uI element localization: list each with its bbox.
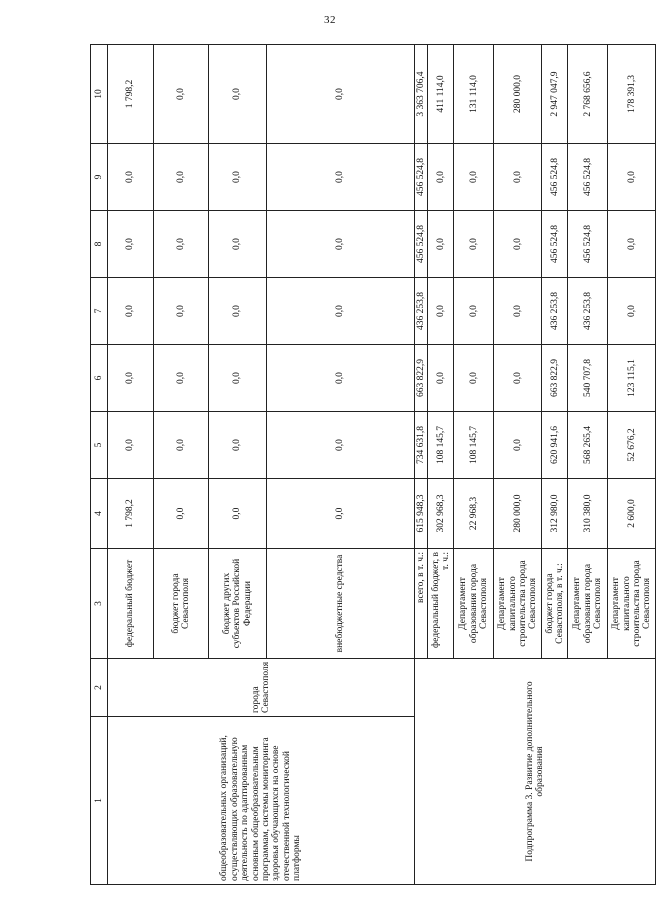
value-cell: 456 524,8 [415,211,428,278]
value-cell: 0,0 [608,144,656,211]
value-cell: 456 524,8 [542,211,568,278]
column-number: 5 [91,412,108,479]
value-cell: 436 253,8 [568,278,608,345]
table-row [415,45,428,885]
value-cell: 0,0 [209,211,267,278]
value-cell: 3 363 706,4 [415,45,428,144]
value-cell: 0,0 [267,412,415,479]
value-cell: 0,0 [428,144,454,211]
column-number: 4 [91,479,108,549]
value-cell: 0,0 [494,345,542,412]
value-cell: 0,0 [154,345,209,412]
funding-source-cell: Департамент капитального строительства города Севастополя [494,549,542,659]
value-cell: 0,0 [154,144,209,211]
value-cell: 2 600,0 [608,479,656,549]
value-cell: 0,0 [428,278,454,345]
value-cell: 0,0 [154,45,209,144]
column-number: 6 [91,345,108,412]
value-cell: 2 768 656,6 [568,45,608,144]
value-cell: 0,0 [209,45,267,144]
column-number: 10 [91,45,108,144]
value-cell: 0,0 [454,144,494,211]
value-cell: 0,0 [494,412,542,479]
value-cell: 280 000,0 [494,45,542,144]
value-cell: 0,0 [454,278,494,345]
column-number: 8 [91,211,108,278]
value-cell: 22 968,3 [454,479,494,549]
value-cell: 620 941,6 [542,412,568,479]
value-cell: 0,0 [608,211,656,278]
value-cell: 0,0 [267,278,415,345]
value-cell: 0,0 [209,412,267,479]
subprogram-name-cell: Подпрограмма 3. Развитие дополнительного образования [415,659,656,885]
value-cell: 0,0 [267,479,415,549]
budget-table [90,44,656,885]
value-cell: 0,0 [209,144,267,211]
executor-cell: города Севастополя [108,659,415,717]
value-cell: 302 968,3 [428,479,454,549]
value-cell: 0,0 [108,211,154,278]
funding-source-cell: Департамент капитального строительства города Севастополя [608,549,656,659]
table-row [108,45,154,885]
value-cell: 0,0 [428,211,454,278]
column-number: 2 [91,659,108,717]
value-cell: 456 524,8 [568,211,608,278]
value-cell: 0,0 [267,345,415,412]
value-cell: 0,0 [209,479,267,549]
funding-source-cell: всего, в т. ч.: [415,549,428,659]
value-cell: 0,0 [209,278,267,345]
value-cell: 0,0 [209,345,267,412]
value-cell: 2 947 047,9 [542,45,568,144]
value-cell: 540 707,8 [568,345,608,412]
value-cell: 615 948,3 [415,479,428,549]
value-cell: 0,0 [108,144,154,211]
value-cell: 0,0 [154,278,209,345]
value-cell: 0,0 [494,278,542,345]
value-cell: 310 380,0 [568,479,608,549]
column-number: 3 [91,549,108,659]
value-cell: 0,0 [108,345,154,412]
value-cell: 0,0 [608,278,656,345]
value-cell: 1 798,2 [108,479,154,549]
value-cell: 312 980,0 [542,479,568,549]
value-cell: 436 253,8 [415,278,428,345]
page-number: 32 [324,14,336,26]
value-cell: 0,0 [108,278,154,345]
funding-source-cell: бюджет города Севастополя [154,549,209,659]
column-number-row [91,45,108,885]
value-cell: 0,0 [267,45,415,144]
value-cell: 52 676,2 [608,412,656,479]
value-cell: 663 822,9 [542,345,568,412]
funding-source-cell: федеральный бюджет [108,549,154,659]
rotated-table-container [90,45,653,885]
value-cell: 0,0 [267,211,415,278]
funding-source-cell: бюджет других субъектов Российской Федерации [209,549,267,659]
value-cell: 411 114,0 [428,45,454,144]
value-cell: 456 524,8 [568,144,608,211]
column-number: 9 [91,144,108,211]
value-cell: 0,0 [428,345,454,412]
value-cell: 1 798,2 [108,45,154,144]
activity-name-cell: общеобразовательных организаций, осуществляющих образовательную деятельность по адаптированным основным общеобразовательным программам, системы мониторинга здоровья обучающихся на основе отечественной технологической платформы [108,717,415,885]
value-cell: 734 631,8 [415,412,428,479]
rotated-table-stage [90,45,653,885]
value-cell: 0,0 [154,412,209,479]
funding-source-cell: Департамент образования города Севастополя [454,549,494,659]
value-cell: 131 114,0 [454,45,494,144]
value-cell: 0,0 [267,144,415,211]
value-cell: 280 000,0 [494,479,542,549]
value-cell: 0,0 [108,412,154,479]
value-cell: 0,0 [454,345,494,412]
funding-source-cell: внебюджетные средства [267,549,415,659]
value-cell: 663 822,9 [415,345,428,412]
funding-source-cell: бюджет города Севастополя, в т. ч.: [542,549,568,659]
value-cell: 0,0 [454,211,494,278]
value-cell: 0,0 [494,144,542,211]
value-cell: 0,0 [154,479,209,549]
value-cell: 123 115,1 [608,345,656,412]
value-cell: 0,0 [154,211,209,278]
funding-source-cell: Департамент образования города Севастополя [568,549,608,659]
value-cell: 178 391,3 [608,45,656,144]
value-cell: 456 524,8 [542,144,568,211]
value-cell: 108 145,7 [428,412,454,479]
value-cell: 0,0 [494,211,542,278]
value-cell: 108 145,7 [454,412,494,479]
value-cell: 436 253,8 [542,278,568,345]
column-number: 7 [91,278,108,345]
value-cell: 568 265,4 [568,412,608,479]
value-cell: 456 524,8 [415,144,428,211]
funding-source-cell: федеральный бюджет, в т. ч.: [428,549,454,659]
column-number: 1 [91,717,108,885]
